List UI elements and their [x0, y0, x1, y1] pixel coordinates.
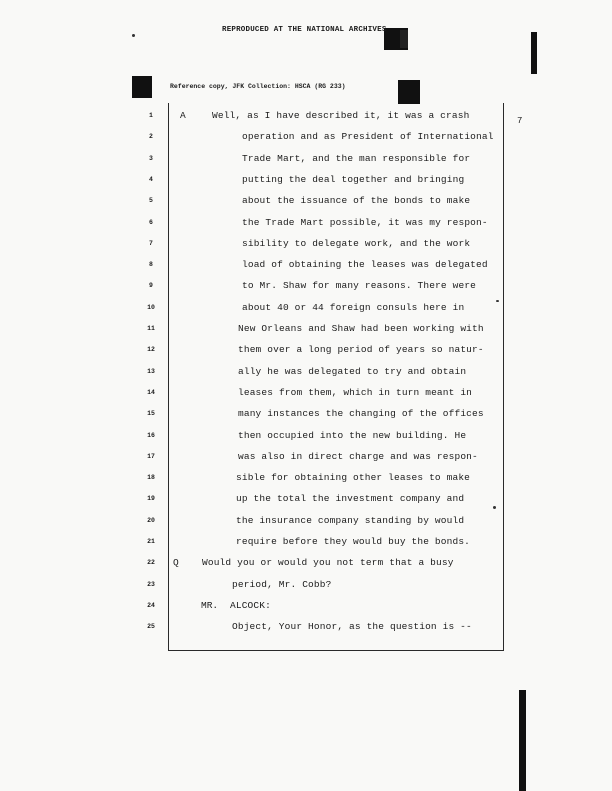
line-number: 9 [149, 282, 153, 290]
transcript-line: then occupied into the new building. He [238, 429, 467, 441]
line-number: 22 [147, 559, 155, 567]
line-number: 13 [147, 367, 155, 375]
line-number: 5 [149, 197, 153, 205]
transcript-line: Trade Mart, and the man responsible for [242, 152, 471, 164]
line-number: 3 [149, 154, 153, 162]
line-number: 23 [147, 580, 155, 588]
transcript-line: Object, Your Honor, as the question is -- [232, 621, 472, 633]
transcript-line: them over a long period of years so natur- [238, 344, 484, 356]
transcript-line: up the total the investment company and [236, 493, 465, 505]
transcript-line: operation and as President of International [242, 131, 494, 143]
line-number: 14 [147, 388, 155, 396]
line-number: 21 [147, 538, 155, 545]
transcript-line: the Trade Mart possible, it was my respon- [242, 216, 488, 228]
line-number: 8 [149, 261, 153, 269]
line-number: 19 [147, 495, 155, 503]
transcript-line: many instances the changing of the offices [238, 408, 484, 420]
line-number: 17 [147, 452, 155, 460]
archive-stamp: REPRODUCED AT THE NATIONAL ARCHIVES [222, 26, 387, 34]
transcript-line: was also in direct charge and was respon- [238, 450, 478, 462]
reference-line: Reference copy, JFK Collection: HSCA (RG 233) [170, 83, 346, 90]
transcript-line: Would you or would you not term that a busy [202, 557, 454, 569]
line-number: 12 [147, 346, 155, 354]
line-number: 25 [147, 623, 155, 631]
line-number: 15 [147, 410, 155, 418]
transcript-line: putting the deal together and bringing [242, 173, 465, 185]
scan-smudge-left [132, 76, 152, 98]
line-number: 1 [149, 112, 153, 119]
transcript-line: sible for obtaining other leases to make [236, 472, 471, 484]
transcript-line: Well, as I have described it, it was a crash [212, 110, 470, 121]
scan-smudge-ref-right [398, 80, 420, 104]
transcript-line: New Orleans and Shaw had been working with [238, 323, 484, 334]
transcript-line: leases from them, which in turn meant in [238, 386, 473, 398]
line-number: 4 [149, 175, 153, 183]
speaker-label: Q [173, 557, 179, 569]
line-number: 7 [149, 239, 153, 247]
transcript-line: ALCOCK: [230, 599, 271, 611]
speaker-label: A [180, 110, 186, 121]
transcript-line: ally he was delegated to try and obtain [238, 365, 467, 377]
transcript-line: the insurance company standing by would [236, 514, 465, 526]
transcript-line: require before they would buy the bonds. [236, 536, 471, 547]
line-number: 11 [147, 325, 155, 332]
transcript-line: load of obtaining the leases was delegated [242, 259, 488, 271]
transcript-line: about the issuance of the bonds to make [242, 195, 471, 207]
line-number: 10 [147, 303, 155, 311]
transcript-line: sibility to delegate work, and the work [242, 237, 471, 249]
line-number: 24 [147, 601, 155, 609]
line-number: 16 [147, 431, 155, 439]
transcript-frame [168, 103, 504, 651]
transcript-line: to Mr. Shaw for many reasons. There were [242, 280, 477, 292]
scan-bar-top-right [531, 32, 537, 74]
line-number: 2 [149, 133, 153, 141]
scan-smudge-top-right [400, 30, 408, 48]
line-number: 18 [147, 474, 155, 482]
scan-speck [132, 34, 135, 37]
line-number: 20 [147, 516, 155, 524]
page-number: 7 [517, 116, 523, 126]
line-number: 6 [149, 218, 153, 226]
transcript-line: period, Mr. Cobb? [232, 578, 332, 590]
scan-bar-bottom-right [519, 690, 526, 791]
speaker-label: MR. [201, 599, 219, 611]
transcript-line: about 40 or 44 foreign consuls here in [242, 301, 465, 313]
